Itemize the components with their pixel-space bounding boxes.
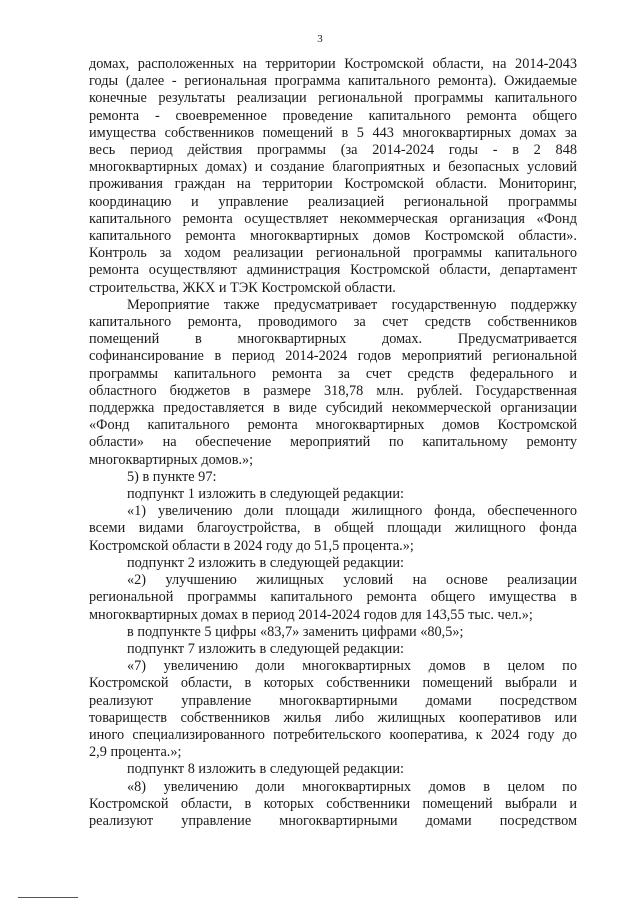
document-body (89, 56, 577, 830)
text-line: иного специализированного потребительского кооператива, к 2024 году до (89, 726, 577, 743)
text-line: многоквартирных домах) и создание благоприятных и безопасных условий (89, 159, 577, 176)
text-line: подпункт 1 изложить в следующей редакции: (127, 486, 404, 503)
text-line: ремонта - своевременное проведение капитального ремонта общего (89, 107, 577, 124)
text-line: строительства, ЖКХ и ТЭК Костромской области. (89, 279, 396, 296)
paragraph-first-line (89, 572, 577, 589)
text-line: конечные результаты реализации региональной программы капитального (89, 90, 577, 107)
paragraph-first-line (89, 658, 577, 675)
text-line: региональной программы капитального ремонта общего имущества в (89, 589, 577, 606)
text-line: «7) увеличению доли многоквартирных домов в целом по (127, 658, 577, 675)
text-line: 2,9 процента.»; (89, 744, 182, 761)
text-line: «1) увеличению доли площади жилищного фонда, обеспеченного (127, 503, 577, 520)
text-line: Костромской области в 2024 году до 51,5 процента.»; (89, 537, 414, 554)
footer-divider (18, 897, 78, 898)
text-line: подпункт 8 изложить в следующей редакции: (127, 761, 404, 778)
paragraph-first-line (89, 469, 577, 486)
text-line: софинансирование в период 2014-2024 годов мероприятий региональной (89, 348, 577, 365)
paragraph-first-line (89, 503, 577, 520)
paragraph-first-line (89, 486, 577, 503)
text-line: 5) в пункте 97: (127, 468, 217, 485)
paragraph-first-line (89, 297, 577, 314)
text-line: имущества собственников помещений в 5 443 многоквартирных домах за (89, 124, 577, 141)
text-line: координацию и управление реализацией региональной программы (89, 193, 577, 210)
page-number: 3 (317, 33, 323, 45)
text-line: Контроль за ходом реализации региональной программы капитального (89, 245, 577, 262)
text-line: весь период действия программы (за 2014-2024 годы - в 2 848 (89, 142, 577, 159)
text-line: годы (далее - региональная программа капитального ремонта). Ожидаемые (89, 73, 577, 90)
text-line: капитального ремонта, проводимого за счет средств собственников (89, 314, 577, 331)
text-line: в подпункте 5 цифры «83,7» заменить цифрами «80,5»; (127, 623, 464, 640)
text-line: Мероприятие также предусматривает государственную поддержку (127, 296, 577, 313)
text-line: домах, расположенных на территории Костромской области, на 2014-2043 (89, 56, 577, 72)
text-line: Костромской области, в которых собственники помещений выбрали и (89, 795, 577, 812)
text-line: всеми видами благоустройства, в общей площади жилищного фонда (89, 520, 577, 537)
text-line: «2) улучшению жилищных условий на основе реализации (127, 572, 577, 589)
text-line: программы капитального ремонта за счет средств федерального и (89, 365, 577, 382)
text-line: капитального ремонта осуществляет некоммерческая организация «Фонд (89, 210, 577, 227)
text-line: ремонта осуществляют администрация Костромской области, департамент (89, 262, 577, 279)
text-line: помещений в многоквартирных домах. Предусматривается (89, 331, 577, 348)
text-line: «Фонд капитального ремонта многоквартирных домов Костромской (89, 417, 577, 434)
text-line: поддержка предоставляется в виде субсидий некоммерческой организации (89, 400, 577, 417)
text-line: реализуют управление многоквартирными домами посредством (89, 812, 577, 829)
text-line: товариществ собственников жилья либо жилищных кооперативов или (89, 709, 577, 726)
text-line: проживания граждан на территории Костромской области. Мониторинг, (89, 176, 577, 193)
paragraph-first-line (89, 641, 577, 658)
paragraph-first-line (89, 555, 577, 572)
text-line: «8) увеличению доли многоквартирных домов в целом по (127, 778, 577, 795)
text-line: многоквартирных домах в период 2014-2024 годов для 143,55 тыс. чел.»; (89, 606, 533, 623)
text-line: Костромской области, в которых собственники помещений выбрали и (89, 675, 577, 692)
text-line: многоквартирных домов.»; (89, 451, 254, 468)
text-line: капитального ремонта многоквартирных домов Костромской области». (89, 228, 577, 245)
paragraph-first-line (89, 624, 577, 641)
text-line: областного бюджетов в размере 318,78 млн. рублей. Государственная (89, 382, 577, 399)
text-line: подпункт 7 изложить в следующей редакции: (127, 640, 404, 657)
text-line: области» на обеспечение мероприятий по капитальному ремонту (89, 434, 577, 451)
text-line: подпункт 2 изложить в следующей редакции: (127, 554, 404, 571)
paragraph-first-line (89, 761, 577, 778)
paragraph-first-line (89, 779, 577, 796)
text-line: реализуют управление многоквартирными домами посредством (89, 692, 577, 709)
